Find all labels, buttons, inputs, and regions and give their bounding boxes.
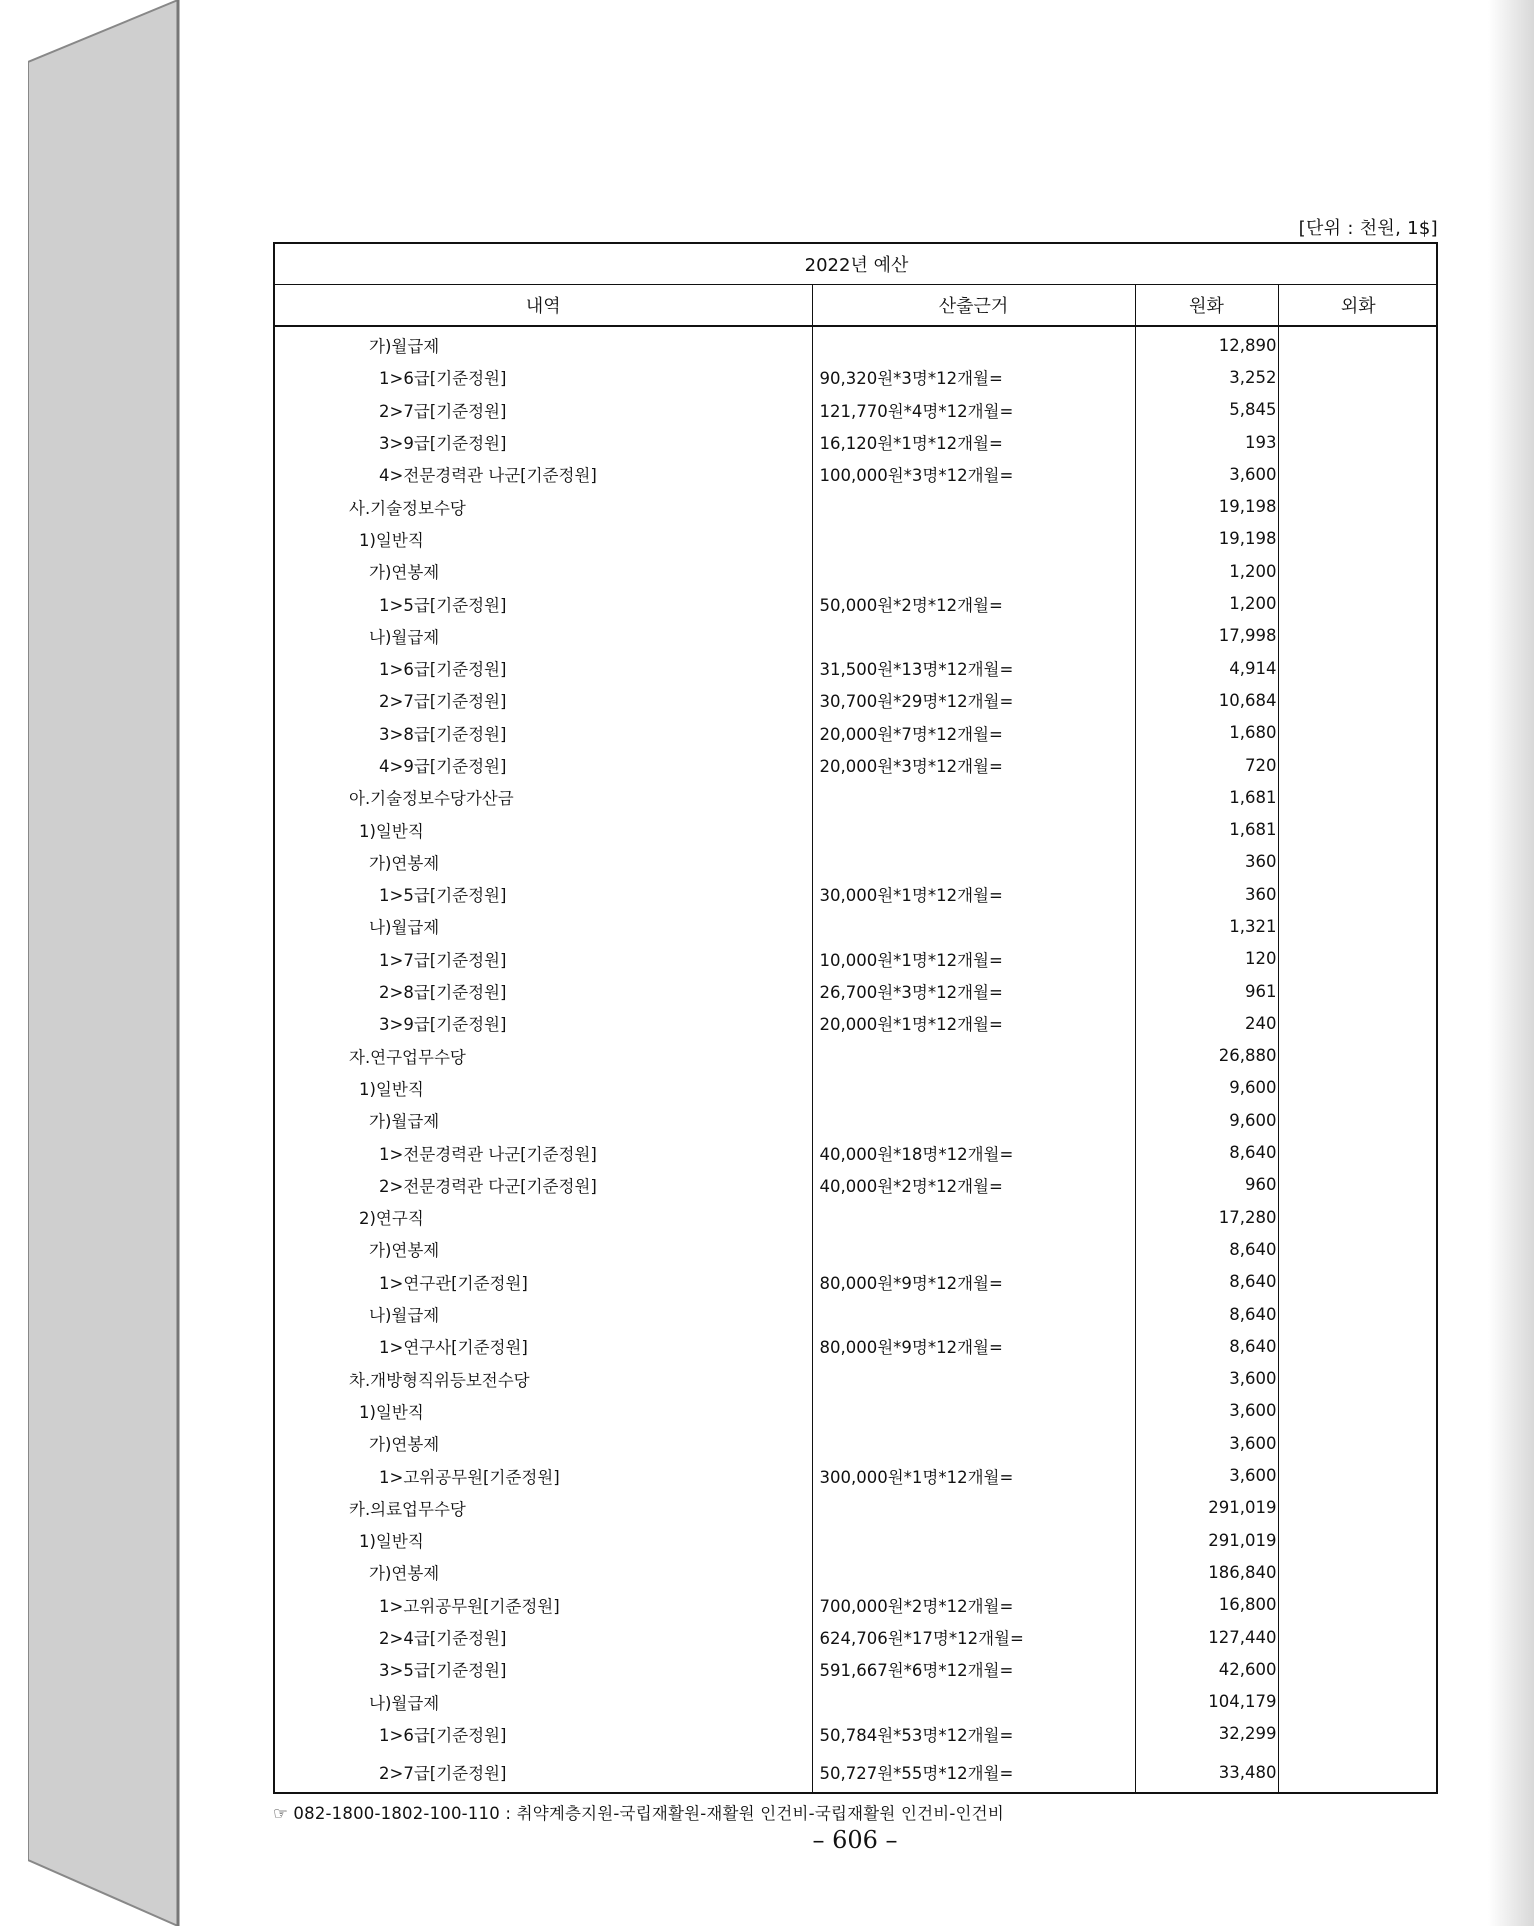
row-krw-cell: 4,914 [1135,652,1278,684]
row-krw-cell: 1,680 [1135,717,1278,749]
row-foreign-cell [1278,523,1438,555]
table-row [275,426,1438,458]
row-basis-cell [812,813,1135,845]
table-row [275,846,1438,878]
row-basis-cell [812,490,1135,522]
row-basis-cell [812,1427,1135,1459]
row-item-cell: 가)연봉제 [275,846,812,878]
row-krw-cell: 10,684 [1135,684,1278,716]
row-foreign-cell [1278,490,1438,522]
table-row [275,1104,1438,1136]
row-foreign-cell [1278,1492,1438,1524]
table-row [275,910,1438,942]
row-krw-cell: 1,321 [1135,910,1278,942]
row-krw-cell: 19,198 [1135,490,1278,522]
row-foreign-cell [1278,1524,1438,1556]
row-krw-cell: 3,600 [1135,1363,1278,1395]
table-row [275,749,1438,781]
column-header-basis: 산출근거 [812,285,1135,327]
row-krw-cell: 17,280 [1135,1201,1278,1233]
row-basis-cell [812,781,1135,813]
row-basis-cell [812,1492,1135,1524]
row-foreign-cell [1278,943,1438,975]
row-krw-cell: 8,640 [1135,1266,1278,1298]
row-item-cell: 3>8급[기준정원] [275,717,812,749]
row-basis-cell: 591,667원*6명*12개월= [812,1653,1135,1685]
row-krw-cell: 33,480 [1135,1750,1278,1794]
row-basis-cell [812,1233,1135,1265]
row-basis-cell [812,1395,1135,1427]
row-foreign-cell [1278,717,1438,749]
table-row [275,587,1438,619]
table-row [275,1427,1438,1459]
table-row [275,1136,1438,1168]
row-foreign-cell [1278,1072,1438,1104]
row-foreign-cell [1278,326,1438,361]
row-foreign-cell [1278,1298,1438,1330]
row-basis-cell [812,846,1135,878]
table-row [275,1750,1438,1794]
table-row [275,555,1438,587]
row-basis-cell: 80,000원*9명*12개월= [812,1266,1135,1298]
row-item-cell: 1)일반직 [275,523,812,555]
table-row [275,361,1438,393]
row-item-cell: 2>7급[기준정원] [275,1750,812,1794]
row-foreign-cell [1278,878,1438,910]
row-basis-cell: 16,120원*1명*12개월= [812,426,1135,458]
row-krw-cell: 186,840 [1135,1556,1278,1588]
row-item-cell: 1>6급[기준정원] [275,652,812,684]
column-header-foreign: 외화 [1278,285,1438,327]
row-basis-cell: 26,700원*3명*12개월= [812,975,1135,1007]
row-krw-cell: 720 [1135,749,1278,781]
row-item-cell: 3>9급[기준정원] [275,426,812,458]
row-foreign-cell [1278,1556,1438,1588]
row-basis-cell: 50,727원*55명*12개월= [812,1750,1135,1794]
row-foreign-cell [1278,1233,1438,1265]
row-item-cell: 2)연구직 [275,1201,812,1233]
row-krw-cell: 1,681 [1135,813,1278,845]
row-foreign-cell [1278,555,1438,587]
row-item-cell: 1)일반직 [275,813,812,845]
row-krw-cell: 127,440 [1135,1621,1278,1653]
table-row [275,1459,1438,1491]
table-row [275,1395,1438,1427]
row-item-cell: 1>연구관[기준정원] [275,1266,812,1298]
row-foreign-cell [1278,684,1438,716]
row-krw-cell: 961 [1135,975,1278,1007]
row-basis-cell: 50,784원*53명*12개월= [812,1718,1135,1750]
row-foreign-cell [1278,652,1438,684]
row-foreign-cell [1278,749,1438,781]
table-row [275,394,1438,426]
row-foreign-cell [1278,458,1438,490]
row-krw-cell: 1,200 [1135,587,1278,619]
table-row [275,1266,1438,1298]
row-basis-cell: 100,000원*3명*12개월= [812,458,1135,490]
row-basis-cell [812,1040,1135,1072]
table-row [275,458,1438,490]
row-krw-cell: 12,890 [1135,326,1278,361]
account-code-footnote: ☞ 082-1800-1802-100-110 : 취약계층지원-국립재활원-재활원 인건비-국립재활원 인건비-인건비 [273,1804,1004,1823]
budget-table [273,242,1438,1794]
row-basis-cell: 300,000원*1명*12개월= [812,1459,1135,1491]
row-krw-cell: 8,640 [1135,1330,1278,1362]
table-body [275,326,1438,1794]
row-item-cell: 4>전문경력관 나군[기준정원] [275,458,812,490]
row-basis-cell: 40,000원*18명*12개월= [812,1136,1135,1168]
table-row [275,1524,1438,1556]
row-item-cell: 사.기술정보수당 [275,490,812,522]
table-row [275,1653,1438,1685]
table-row [275,490,1438,522]
row-foreign-cell [1278,587,1438,619]
row-foreign-cell [1278,1201,1438,1233]
table-row [275,523,1438,555]
row-item-cell: 1>연구사[기준정원] [275,1330,812,1362]
row-item-cell: 가)월급제 [275,326,812,361]
row-basis-cell [812,326,1135,361]
table-row [275,813,1438,845]
row-item-cell: 가)월급제 [275,1104,812,1136]
table-row [275,1007,1438,1039]
row-foreign-cell [1278,426,1438,458]
row-item-cell: 1>5급[기준정원] [275,878,812,910]
row-basis-cell: 40,000원*2명*12개월= [812,1169,1135,1201]
row-item-cell: 아.기술정보수당가산금 [275,781,812,813]
row-krw-cell: 3,600 [1135,1395,1278,1427]
row-foreign-cell [1278,1330,1438,1362]
table-row [275,1233,1438,1265]
row-item-cell: 2>7급[기준정원] [275,684,812,716]
row-krw-cell: 9,600 [1135,1104,1278,1136]
row-item-cell: 3>5급[기준정원] [275,1653,812,1685]
row-basis-cell [812,523,1135,555]
table-row [275,1363,1438,1395]
row-item-cell: 1)일반직 [275,1395,812,1427]
row-basis-cell: 700,000원*2명*12개월= [812,1589,1135,1621]
row-item-cell: 가)연봉제 [275,555,812,587]
row-foreign-cell [1278,846,1438,878]
row-basis-cell [812,1556,1135,1588]
row-item-cell: 3>9급[기준정원] [275,1007,812,1039]
row-basis-cell [812,1072,1135,1104]
row-basis-cell: 50,000원*2명*12개월= [812,587,1135,619]
column-header-item: 내역 [275,285,812,327]
row-krw-cell: 5,845 [1135,394,1278,426]
row-foreign-cell [1278,975,1438,1007]
row-foreign-cell [1278,910,1438,942]
row-basis-cell: 10,000원*1명*12개월= [812,943,1135,975]
row-krw-cell: 16,800 [1135,1589,1278,1621]
row-item-cell: 1)일반직 [275,1072,812,1104]
row-basis-cell [812,910,1135,942]
row-item-cell: 2>전문경력관 다군[기준정원] [275,1169,812,1201]
table-row [275,1201,1438,1233]
row-item-cell: 2>7급[기준정원] [275,394,812,426]
row-krw-cell: 42,600 [1135,1653,1278,1685]
row-item-cell: 1>고위공무원[기준정원] [275,1459,812,1491]
row-item-cell: 가)연봉제 [275,1233,812,1265]
row-item-cell: 2>8급[기준정원] [275,975,812,1007]
table-row [275,975,1438,1007]
row-foreign-cell [1278,1363,1438,1395]
table-row [275,1492,1438,1524]
unit-note: [단위 : 천원, 1$] [1298,218,1438,239]
row-basis-cell: 30,000원*1명*12개월= [812,878,1135,910]
row-krw-cell: 8,640 [1135,1136,1278,1168]
row-foreign-cell [1278,1395,1438,1427]
row-basis-cell [812,1104,1135,1136]
row-foreign-cell [1278,394,1438,426]
row-item-cell: 1>고위공무원[기준정원] [275,1589,812,1621]
row-krw-cell: 3,600 [1135,1427,1278,1459]
column-header-krw: 원화 [1135,285,1278,327]
table-row [275,1621,1438,1653]
row-krw-cell: 120 [1135,943,1278,975]
table-row [275,620,1438,652]
row-krw-cell: 360 [1135,846,1278,878]
row-krw-cell: 291,019 [1135,1524,1278,1556]
row-basis-cell: 31,500원*13명*12개월= [812,652,1135,684]
table-row [275,1718,1438,1750]
table-row [275,1040,1438,1072]
table-row [275,1589,1438,1621]
row-foreign-cell [1278,813,1438,845]
row-krw-cell: 104,179 [1135,1685,1278,1717]
row-foreign-cell [1278,1750,1438,1794]
row-basis-cell: 20,000원*7명*12개월= [812,717,1135,749]
row-item-cell: 4>9급[기준정원] [275,749,812,781]
row-item-cell: 1>전문경력관 나군[기준정원] [275,1136,812,1168]
row-krw-cell: 8,640 [1135,1233,1278,1265]
row-foreign-cell [1278,1621,1438,1653]
table-row [275,1556,1438,1588]
row-foreign-cell [1278,781,1438,813]
table-row [275,1072,1438,1104]
book-binding-edge [28,0,180,1926]
row-item-cell: 나)월급제 [275,1685,812,1717]
row-item-cell: 1>6급[기준정원] [275,1718,812,1750]
row-item-cell: 1>5급[기준정원] [275,587,812,619]
row-krw-cell: 17,998 [1135,620,1278,652]
row-foreign-cell [1278,1136,1438,1168]
row-foreign-cell [1278,1718,1438,1750]
row-item-cell: 2>4급[기준정원] [275,1621,812,1653]
row-krw-cell: 32,299 [1135,1718,1278,1750]
table-row [275,781,1438,813]
table-row [275,684,1438,716]
row-foreign-cell [1278,1427,1438,1459]
row-krw-cell: 3,252 [1135,361,1278,393]
row-basis-cell [812,1298,1135,1330]
row-foreign-cell [1278,1040,1438,1072]
row-basis-cell [812,1363,1135,1395]
row-item-cell: 나)월급제 [275,910,812,942]
page-number: – 606 – [812,1826,898,1854]
table-row [275,943,1438,975]
row-item-cell: 1>6급[기준정원] [275,361,812,393]
row-basis-cell [812,620,1135,652]
row-item-cell: 1>7급[기준정원] [275,943,812,975]
row-foreign-cell [1278,1007,1438,1039]
row-basis-cell: 80,000원*9명*12개월= [812,1330,1135,1362]
row-krw-cell: 1,200 [1135,555,1278,587]
row-foreign-cell [1278,1169,1438,1201]
row-basis-cell: 20,000원*3명*12개월= [812,749,1135,781]
row-basis-cell: 90,320원*3명*12개월= [812,361,1135,393]
table-row [275,1685,1438,1717]
row-foreign-cell [1278,361,1438,393]
row-item-cell: 나)월급제 [275,620,812,652]
row-item-cell: 가)연봉제 [275,1556,812,1588]
row-item-cell: 차.개방형직위등보전수당 [275,1363,812,1395]
row-krw-cell: 960 [1135,1169,1278,1201]
row-krw-cell: 3,600 [1135,1459,1278,1491]
row-item-cell: 나)월급제 [275,1298,812,1330]
row-foreign-cell [1278,620,1438,652]
table-title: 2022년 예산 [275,244,1438,285]
row-item-cell: 카.의료업무수당 [275,1492,812,1524]
row-krw-cell: 26,880 [1135,1040,1278,1072]
row-krw-cell: 193 [1135,426,1278,458]
table-row [275,652,1438,684]
row-item-cell: 자.연구업무수당 [275,1040,812,1072]
row-foreign-cell [1278,1685,1438,1717]
row-basis-cell: 20,000원*1명*12개월= [812,1007,1135,1039]
row-krw-cell: 291,019 [1135,1492,1278,1524]
row-foreign-cell [1278,1266,1438,1298]
table-row [275,326,1438,361]
row-basis-cell [812,555,1135,587]
table-row [275,1169,1438,1201]
row-basis-cell: 121,770원*4명*12개월= [812,394,1135,426]
row-basis-cell [812,1685,1135,1717]
row-krw-cell: 9,600 [1135,1072,1278,1104]
row-foreign-cell [1278,1459,1438,1491]
row-basis-cell [812,1524,1135,1556]
table-row [275,1298,1438,1330]
row-foreign-cell [1278,1104,1438,1136]
row-basis-cell: 624,706원*17명*12개월= [812,1621,1135,1653]
row-basis-cell [812,1201,1135,1233]
row-foreign-cell [1278,1653,1438,1685]
row-krw-cell: 19,198 [1135,523,1278,555]
row-item-cell: 1)일반직 [275,1524,812,1556]
table-row [275,717,1438,749]
row-krw-cell: 360 [1135,878,1278,910]
row-foreign-cell [1278,1589,1438,1621]
table-row [275,1330,1438,1362]
row-krw-cell: 8,640 [1135,1298,1278,1330]
row-basis-cell: 30,700원*29명*12개월= [812,684,1135,716]
row-krw-cell: 3,600 [1135,458,1278,490]
table-row [275,878,1438,910]
row-krw-cell: 240 [1135,1007,1278,1039]
row-krw-cell: 1,681 [1135,781,1278,813]
row-item-cell: 가)연봉제 [275,1427,812,1459]
